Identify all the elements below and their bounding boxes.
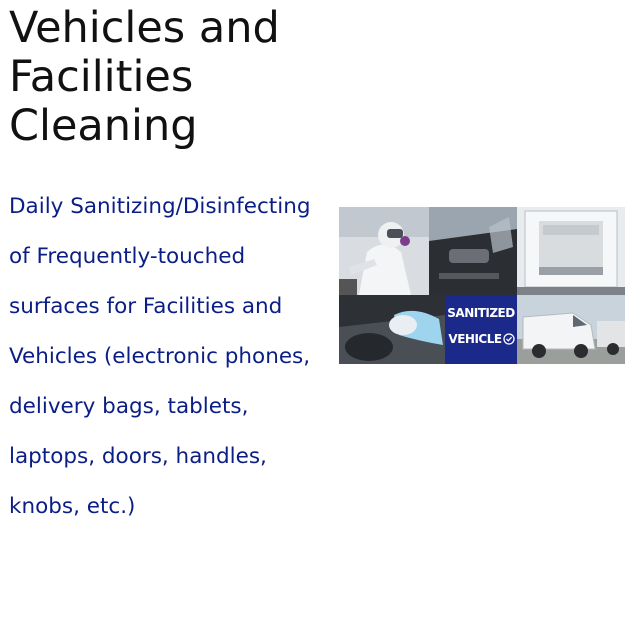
van-cargo-area-photo bbox=[517, 207, 625, 295]
check-circle-icon bbox=[503, 332, 515, 350]
sign-text-line2: VEHICLE bbox=[448, 332, 502, 346]
page-title: Vehicles and Facilities Cleaning bbox=[9, 3, 280, 151]
car-door-interior-photo bbox=[429, 207, 517, 295]
sanitized-vehicle-sign bbox=[445, 295, 517, 364]
gloved-hand-wiping-photo bbox=[339, 295, 445, 364]
cleaning-photo-collage bbox=[339, 207, 625, 364]
white-delivery-van-photo bbox=[517, 295, 625, 364]
sign-text-line1: SANITIZED bbox=[447, 306, 515, 320]
description-text: Daily Sanitizing/Disinfecting of Frequently-touched surfaces for Facilities and Vehicles (electronic phones, delivery bags, tablets, laptops, doors, handles, knobs, etc.) bbox=[9, 194, 311, 519]
protective-suit-worker-photo bbox=[339, 207, 429, 295]
